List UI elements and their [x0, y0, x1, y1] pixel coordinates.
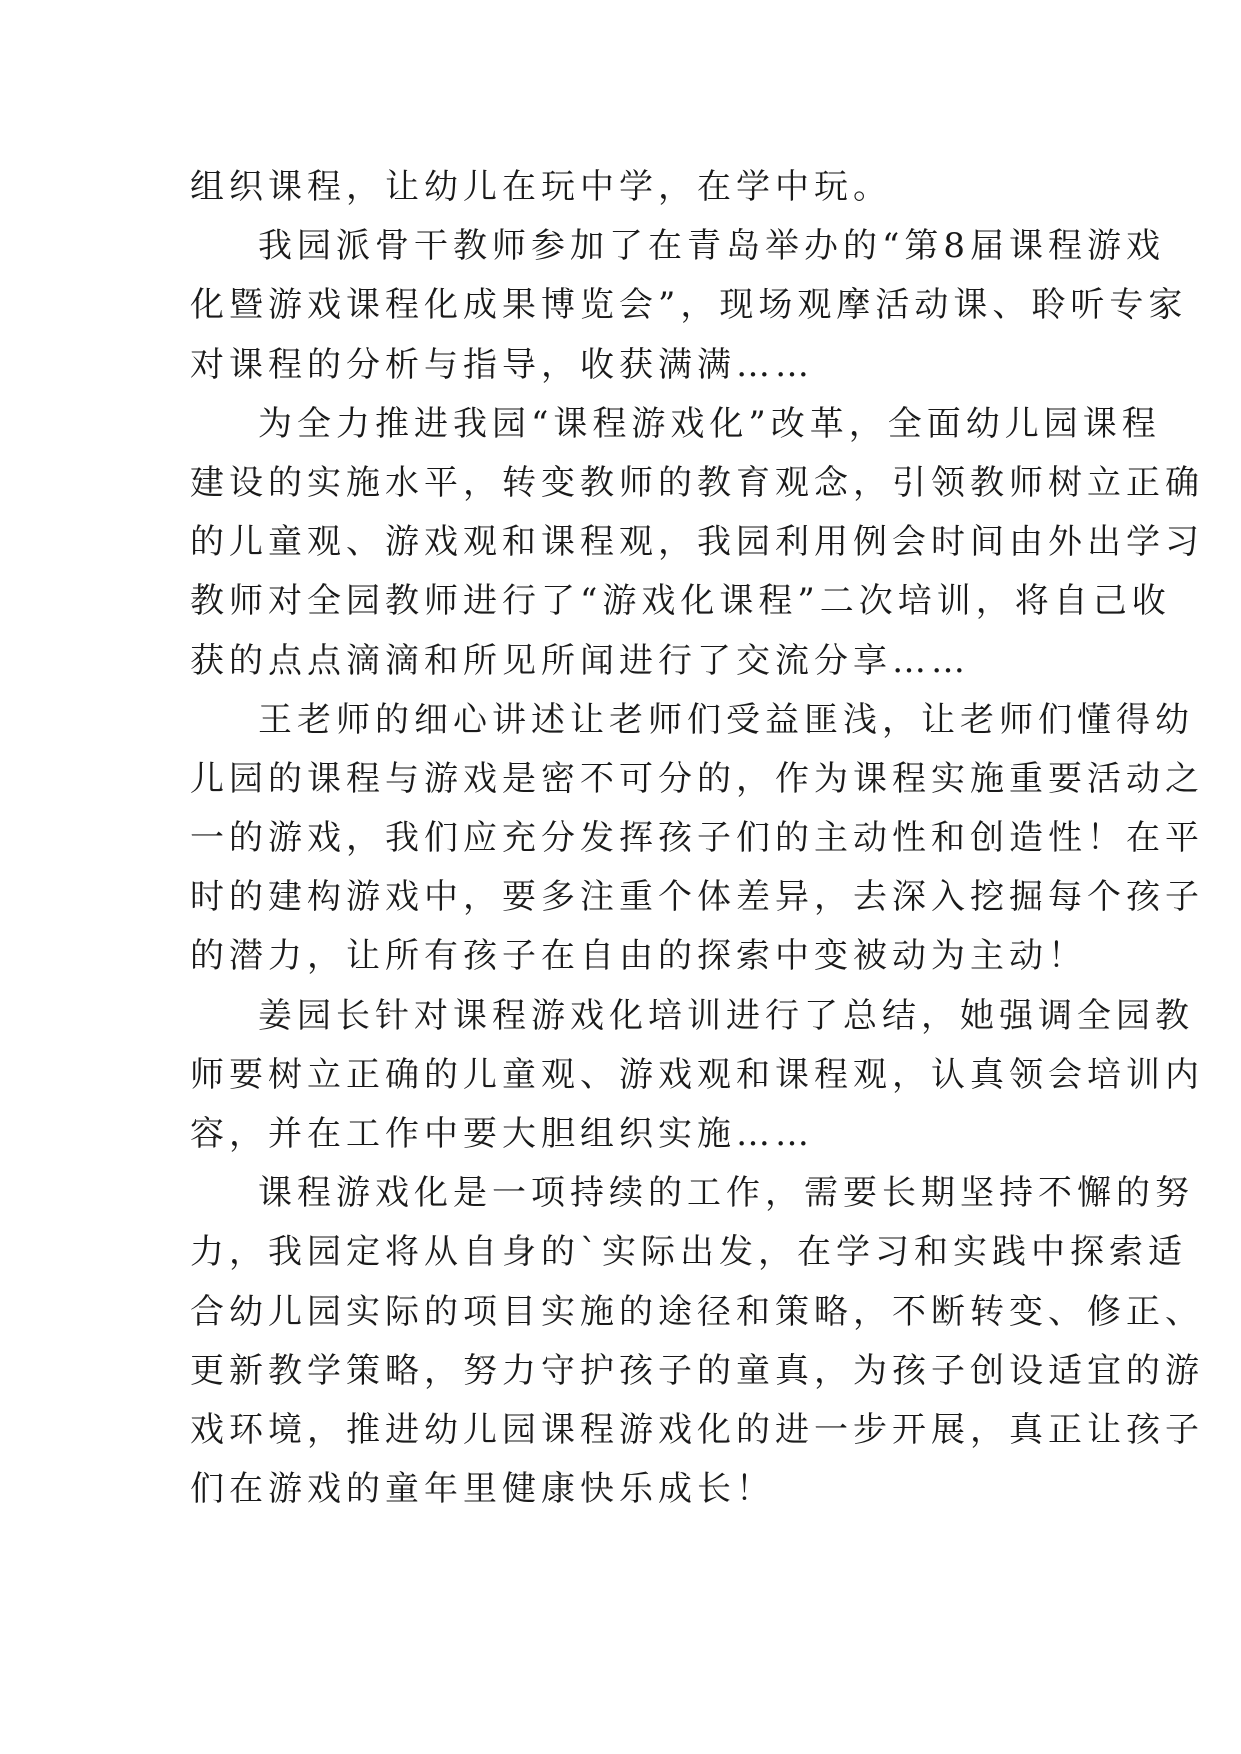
text-line: 的潜力，让所有孩子在自由的探索中变被动为主动！ [190, 936, 1087, 977]
text-line: 合幼儿园实际的项目实施的途径和策略，不断转变、修正、 [190, 1291, 1204, 1332]
text-line: 对课程的分析与指导，收获满满…… [190, 344, 814, 385]
text-line: 化暨游戏课程化成果博览会”，现场观摩活动课、聆听专家 [190, 285, 1188, 326]
text-line: 获的点点滴滴和所见所闻进行了交流分享…… [190, 640, 970, 681]
text-line: 戏环境，推进幼儿园课程游戏化的进一步开展，真正让孩子 [190, 1409, 1204, 1450]
paragraph-first-line: 我园派骨干教师参加了在青岛举办的“第8届课程游戏 [258, 226, 1166, 267]
text-line: 组织课程，让幼儿在玩中学，在学中玩。 [190, 167, 892, 207]
text-line: 师要树立正确的儿童观、游戏观和课程观，认真领会培训内 [190, 1054, 1204, 1095]
text-line: 教师对全园教师进行了“游戏化课程”二次培训，将自己收 [190, 581, 1171, 622]
text-line: 一的游戏，我们应充分发挥孩子们的主动性和创造性！在平 [190, 818, 1204, 859]
text-line: 容，并在工作中要大胆组织实施…… [190, 1114, 814, 1154]
paragraph-first-line: 王老师的细心讲述让老师们受益匪浅，让老师们懂得幼 [258, 699, 1194, 740]
text-line: 更新教学策略，努力守护孩子的童真，为孩子创设适宜的游 [190, 1350, 1204, 1391]
paragraph-first-line: 姜园长针对课程游戏化培训进行了总结，她强调全园教 [258, 995, 1194, 1036]
text-line: 建设的实施水平，转变教师的教育观念，引领教师树立正确 [190, 462, 1204, 503]
text-line: 力，我园定将从自身的`实际出发，在学习和实践中探索适 [190, 1232, 1187, 1273]
text-line: 时的建构游戏中，要多注重个体差异，去深入挖掘每个孩子 [190, 877, 1204, 918]
text-line: 的儿童观、游戏观和课程观，我园利用例会时间由外出学习 [190, 522, 1204, 563]
body-text [190, 158, 1204, 1519]
text-line: 儿园的课程与游戏是密不可分的，作为课程实施重要活动之 [190, 758, 1204, 799]
paragraph-first-line: 为全力推进我园“课程游戏化”改革，全面幼儿园课程 [258, 403, 1161, 444]
paragraph-first-line: 课程游戏化是一项持续的工作，需要长期坚持不懈的努 [258, 1173, 1194, 1214]
text-line: 们在游戏的童年里健康快乐成长！ [190, 1469, 775, 1510]
